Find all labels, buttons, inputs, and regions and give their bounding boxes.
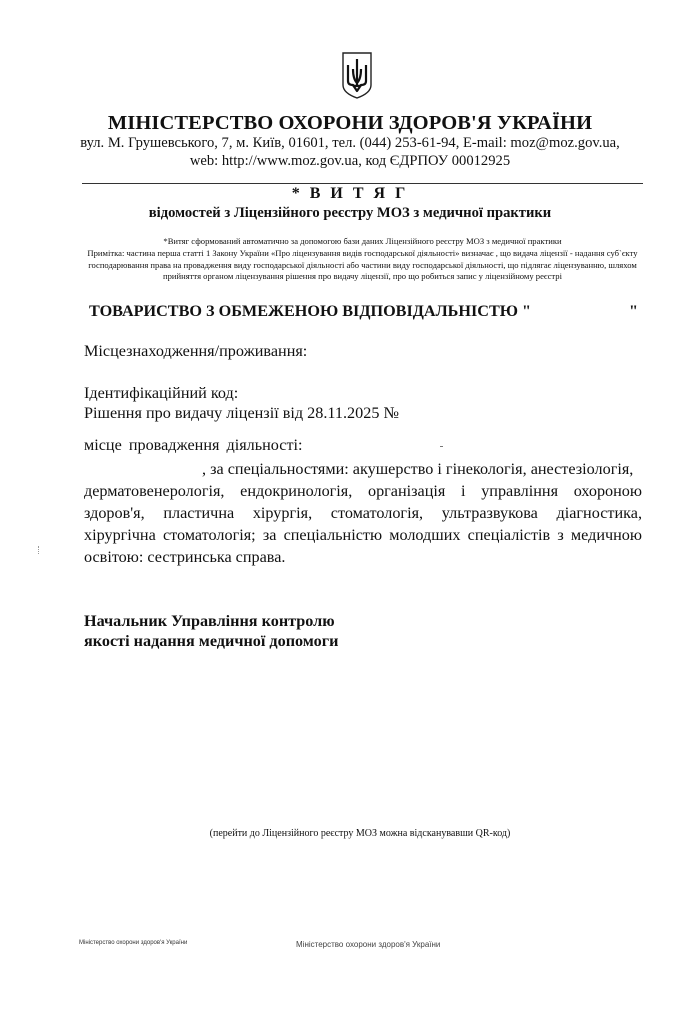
specialties-first-line: , за спеціальностями: акушерство і гінекологія, анестезіологія, (202, 460, 634, 478)
coat-of-arms-trident-icon (341, 51, 373, 99)
footer-ministry-small: Міністерство охорони здоров'я України (79, 940, 188, 946)
ministry-name: МІНІСТЕРСТВО ОХОРОНИ ЗДОРОВ'Я УКРАЇНИ (107, 112, 593, 134)
specialties-paragraph (84, 458, 642, 568)
document-subtitle: відомостей з Ліцензійного реєстру МОЗ з медичної практики (148, 205, 552, 221)
document-title: * В И Т Я Г (291, 185, 409, 202)
id-code-label: Ідентифікаційний код: (84, 384, 239, 402)
company-name-close-quote: " (629, 302, 638, 320)
auto-generated-note: *Витяг сформований автоматично за допомогою бази даних Ліцензійного реєстру МОЗ з медичної практики (163, 236, 562, 246)
activity-place-label: місце провадження діяльності: (84, 436, 303, 454)
signer-title-line1: Начальник Управління контролю (84, 612, 335, 630)
company-name: ТОВАРИСТВО З ОБМЕЖЕНОЮ ВІДПОВІДАЛЬНІСТЮ " (89, 302, 532, 320)
ministry-address: вул. М. Грушевського, 7, м. Київ, 01601, тел. (044) 253-61-94, E-mail: moz@moz.gov.ua, (80, 135, 620, 151)
ministry-web-code: web: http://www.moz.gov.ua, код ЄДРПОУ 00012925 (189, 153, 511, 169)
header-divider (82, 183, 643, 184)
footer-ministry-stamp: Міністерство охорони здоров'я України (296, 940, 441, 949)
redaction-mark (440, 446, 443, 447)
license-decision: Рішення про видачу ліцензії від 28.11.2025 № (84, 404, 399, 422)
location-label: Місцезнаходження/проживання: (84, 342, 308, 360)
qr-code-note: (перейти до Ліцензійного реєстру МОЗ можна відсканувавши QR-код) (209, 828, 511, 839)
margin-mark (38, 546, 40, 554)
legal-note: Примітка: частина перша статті 1 Закону України «Про ліцензування видів господарської діяльності» визначає , що видача ліцензії - надання суб`єкту господарювання права на провадження виду господарської діяльності або частини виду господарської діяльності, що підлягає ліцензуванню, шляхом прийняття органом ліцензування рішення про видачу ліцензії, про що робиться запис у ліцензійному реєстрі (87, 248, 638, 282)
signer-title-line2: якості надання медичної допомоги (84, 632, 339, 650)
specialties-rest: дерматовенерологія, ендокринологія, організація і управління охороною здоров'я, пластична хірургія, стоматологія, ультразвукова діагностика, хірургічна стоматологія; за спеціальністю молодших спеціалістів з медичною освітою: сестринська справа. (84, 482, 642, 566)
